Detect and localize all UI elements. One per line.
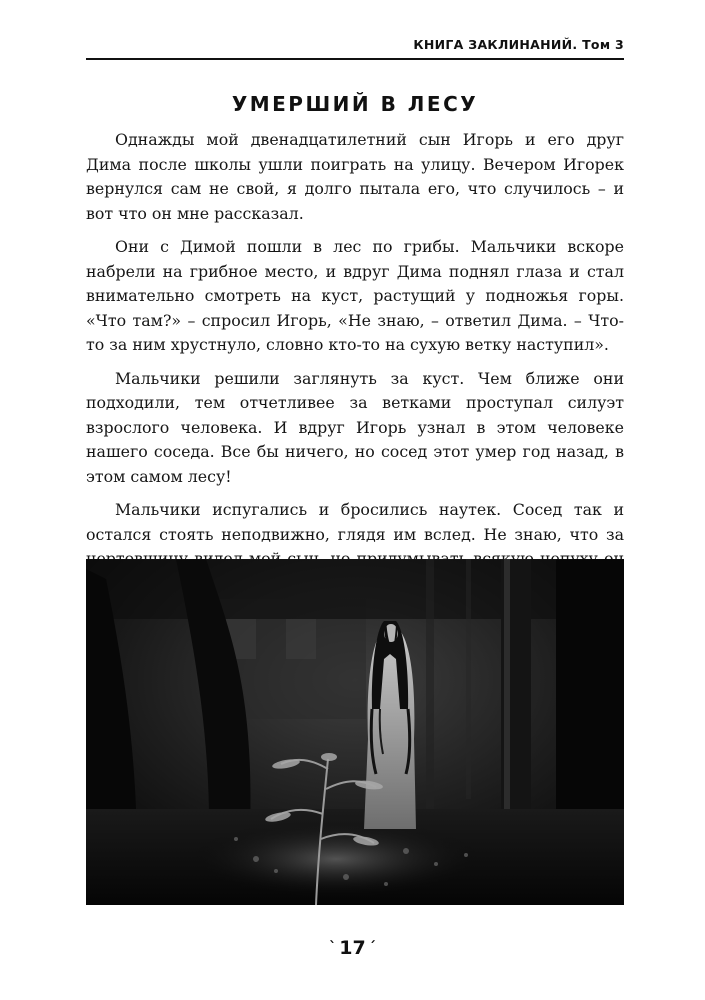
forest-ghost-illustration — [86, 559, 624, 905]
paragraph-4: Мальчики испугались и бросились наутек. Сосед так и остался стоять неподвижно, глядя им вслед. Не знаю, что за — [86, 500, 624, 544]
page-number-value: 17 — [339, 937, 366, 959]
running-head: КНИГА ЗАКЛИНАНИЙ. Том 3 — [413, 37, 624, 52]
header-rule — [86, 58, 624, 60]
paragraph-3: Мальчики решили заглянуть за куст. Чем ближе они подходили, тем отчетливее за ветками проступал силуэт взрослого человека. И вдруг Игорь узнал в этом человеке нашего соседа. Все бы ничего, но сосед этот умер год назад, в этом самом лесу! — [86, 368, 624, 486]
paragraph-1: Однажды мой двенадцатилетний сын Игорь и его друг Дима после школы ушли поиграть на улицу. Вечером Игорек вернулся сам не свой, я долго пытала его, что случилось – и вот что он мне рассказал. — [86, 130, 624, 223]
chapter-title: УМЕРШИЙ В ЛЕСУ — [231, 92, 479, 116]
page-number — [0, 936, 705, 960]
page-number-ornament-left: ` — [329, 940, 337, 956]
illustration-svg — [86, 559, 624, 905]
paragraph-2: Они с Димой пошли в лес по грибы. Мальчики вскоре набрели на грибное место, и вдруг Дима поднял глаза и стал внимательно смотреть на куст, растущий у подножья горы. «Что там?» – спросил Игорь, «Не знаю, – ответил Дима. – Что-то за ним хрустнуло, словно кто-то на сухую ветку наступил». — [86, 237, 624, 354]
page-number-ornament-right: ´ — [368, 940, 376, 956]
body-text — [86, 128, 624, 605]
